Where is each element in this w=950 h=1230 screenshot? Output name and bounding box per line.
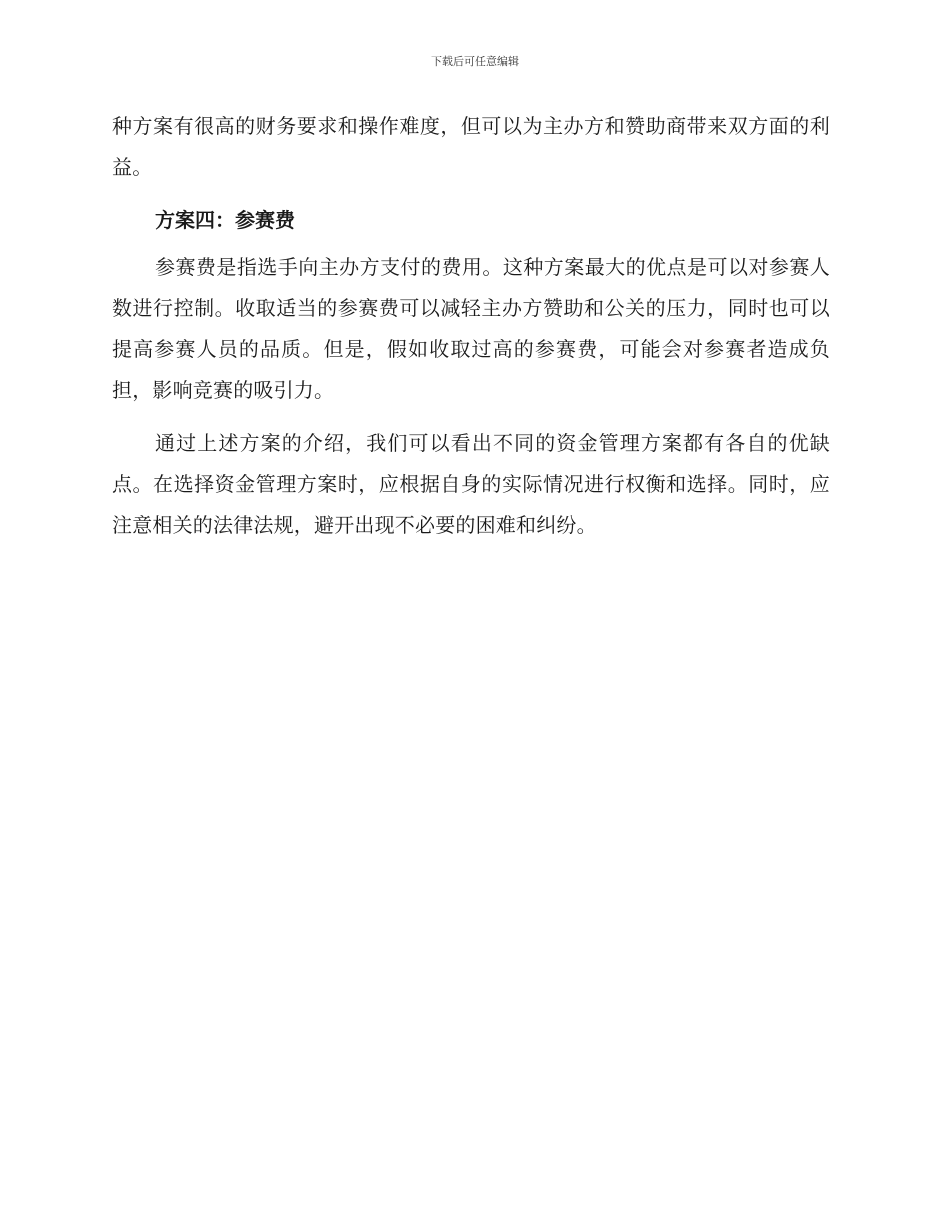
paragraph-conclusion: 通过上述方案的介绍，我们可以看出不同的资金管理方案都有各自的优缺点。在选择资金管理方案时，应根据自身的实际情况进行权衡和选择。同时，应注意相关的法律法规，避开出现不必要的困难和纠纷。 bbox=[112, 431, 830, 537]
page-header: 下载后可任意编辑 bbox=[431, 55, 519, 68]
paragraph-continuation: 种方案有很高的财务要求和操作难度，但可以为主办方和赞助商带来双方面的利益。 bbox=[112, 114, 830, 179]
section-heading-plan-four: 方案四：参赛费 bbox=[155, 208, 295, 232]
document-body bbox=[112, 106, 830, 558]
paragraph-plan-four: 参赛费是指选手向主办方支付的费用。这种方案最大的优点是可以对参赛人数进行控制。收取适当的参赛费可以减轻主办方赞助和公关的压力，同时也可以提高参赛人员的品质。但是，假如收取过高的参赛费，可能会对参赛者造成负担，影响竞赛的吸引力。 bbox=[112, 255, 830, 402]
